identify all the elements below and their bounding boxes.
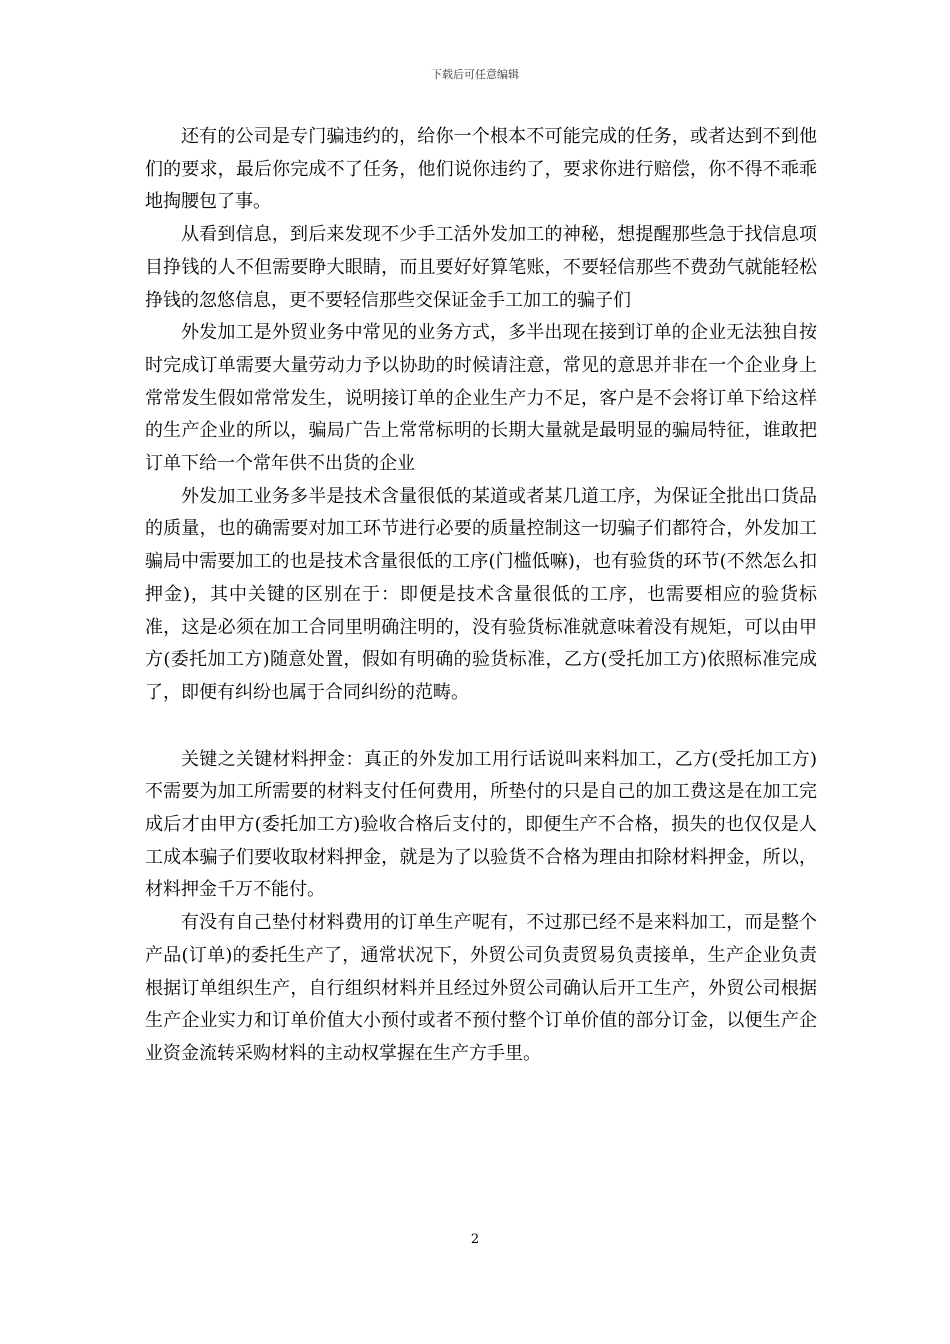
paragraph-2: 从看到信息，到后来发现不少手工活外发加工的神秘，想提醒那些急于找信息项目挣钱的人不但需要睁大眼睛，而且要好好算笔账，不要轻信那些不费劲气就能轻松挣钱的忽悠信息，更不要轻信那些交保证金手工加工的骗子们 [145,224,817,311]
paragraph-4: 外发加工业务多半是技术含量很低的某道或者某几道工序，为保证全批出口货品的质量，也的确需要对加工环节进行必要的质量控制这一切骗子们都符合，外发加工骗局中需要加工的也是技术含量很低的工序(门槛低嘛)，也有验货的环节(不然怎么扣押金)，其中关键的区别在于：即便是技术含量很低的工序，也需要相应的验货标准，这是必须在加工合同里明确注明的，没有验货标准就意味着没有规矩，可以由甲方(委托加工方)随意处置，假如有明确的验货标准，乙方(受托加工方)依照标准完成了，即便有纠纷也属于合同纠纷的范畴。 [145,485,817,703]
page-header: 下载后可任意编辑 [431,68,519,81]
paragraph-1: 还有的公司是专门骗违约的，给你一个根本不可能完成的任务，或者达到不到他们的要求，最后你完成不了任务，他们说你违约了，要求你进行赔偿，你不得不乖乖地掏腰包了事。 [145,126,817,213]
paragraph-3: 外发加工是外贸业务中常见的业务方式，多半出现在接到订单的企业无法独自按时完成订单需要大量劳动力予以协助的时候请注意，常见的意思并非在一个企业身上常常发生假如常常发生，说明接订单的企业生产力不足，客户是不会将订单下给这样的生产企业的所以，骗局广告上常常标明的长期大量就是最明显的骗局特征，谁敢把订单下给一个常年供不出货的企业 [145,322,817,475]
page-number: 2 [470,1232,480,1247]
paragraph-5: 关键之关键材料押金：真正的外发加工用行话说叫来料加工，乙方(受托加工方)不需要为加工所需要的材料支付任何费用，所垫付的只是自己的加工费这是在加工完成后才由甲方(委托加工方)验收合格后支付的，即便生产不合格，损失的也仅仅是人工成本骗子们要收取材料押金，就是为了以验货不合格为理由扣除材料押金，所以，材料押金千万不能付。 [145,748,817,901]
paragraph-6: 有没有自己垫付材料费用的订单生产呢有，不过那已经不是来料加工，而是整个产品(订单)的委托生产了，通常状况下，外贸公司负责贸易负责接单，生产企业负责根据订单组织生产，自行组织材料并且经过外贸公司确认后开工生产，外贸公司根据生产企业实力和订单价值大小预付或者不预付整个订单价值的部分订金，以便生产企业资金流转采购材料的主动权掌握在生产方手里。 [145,912,817,1064]
document-body [145,121,817,1071]
